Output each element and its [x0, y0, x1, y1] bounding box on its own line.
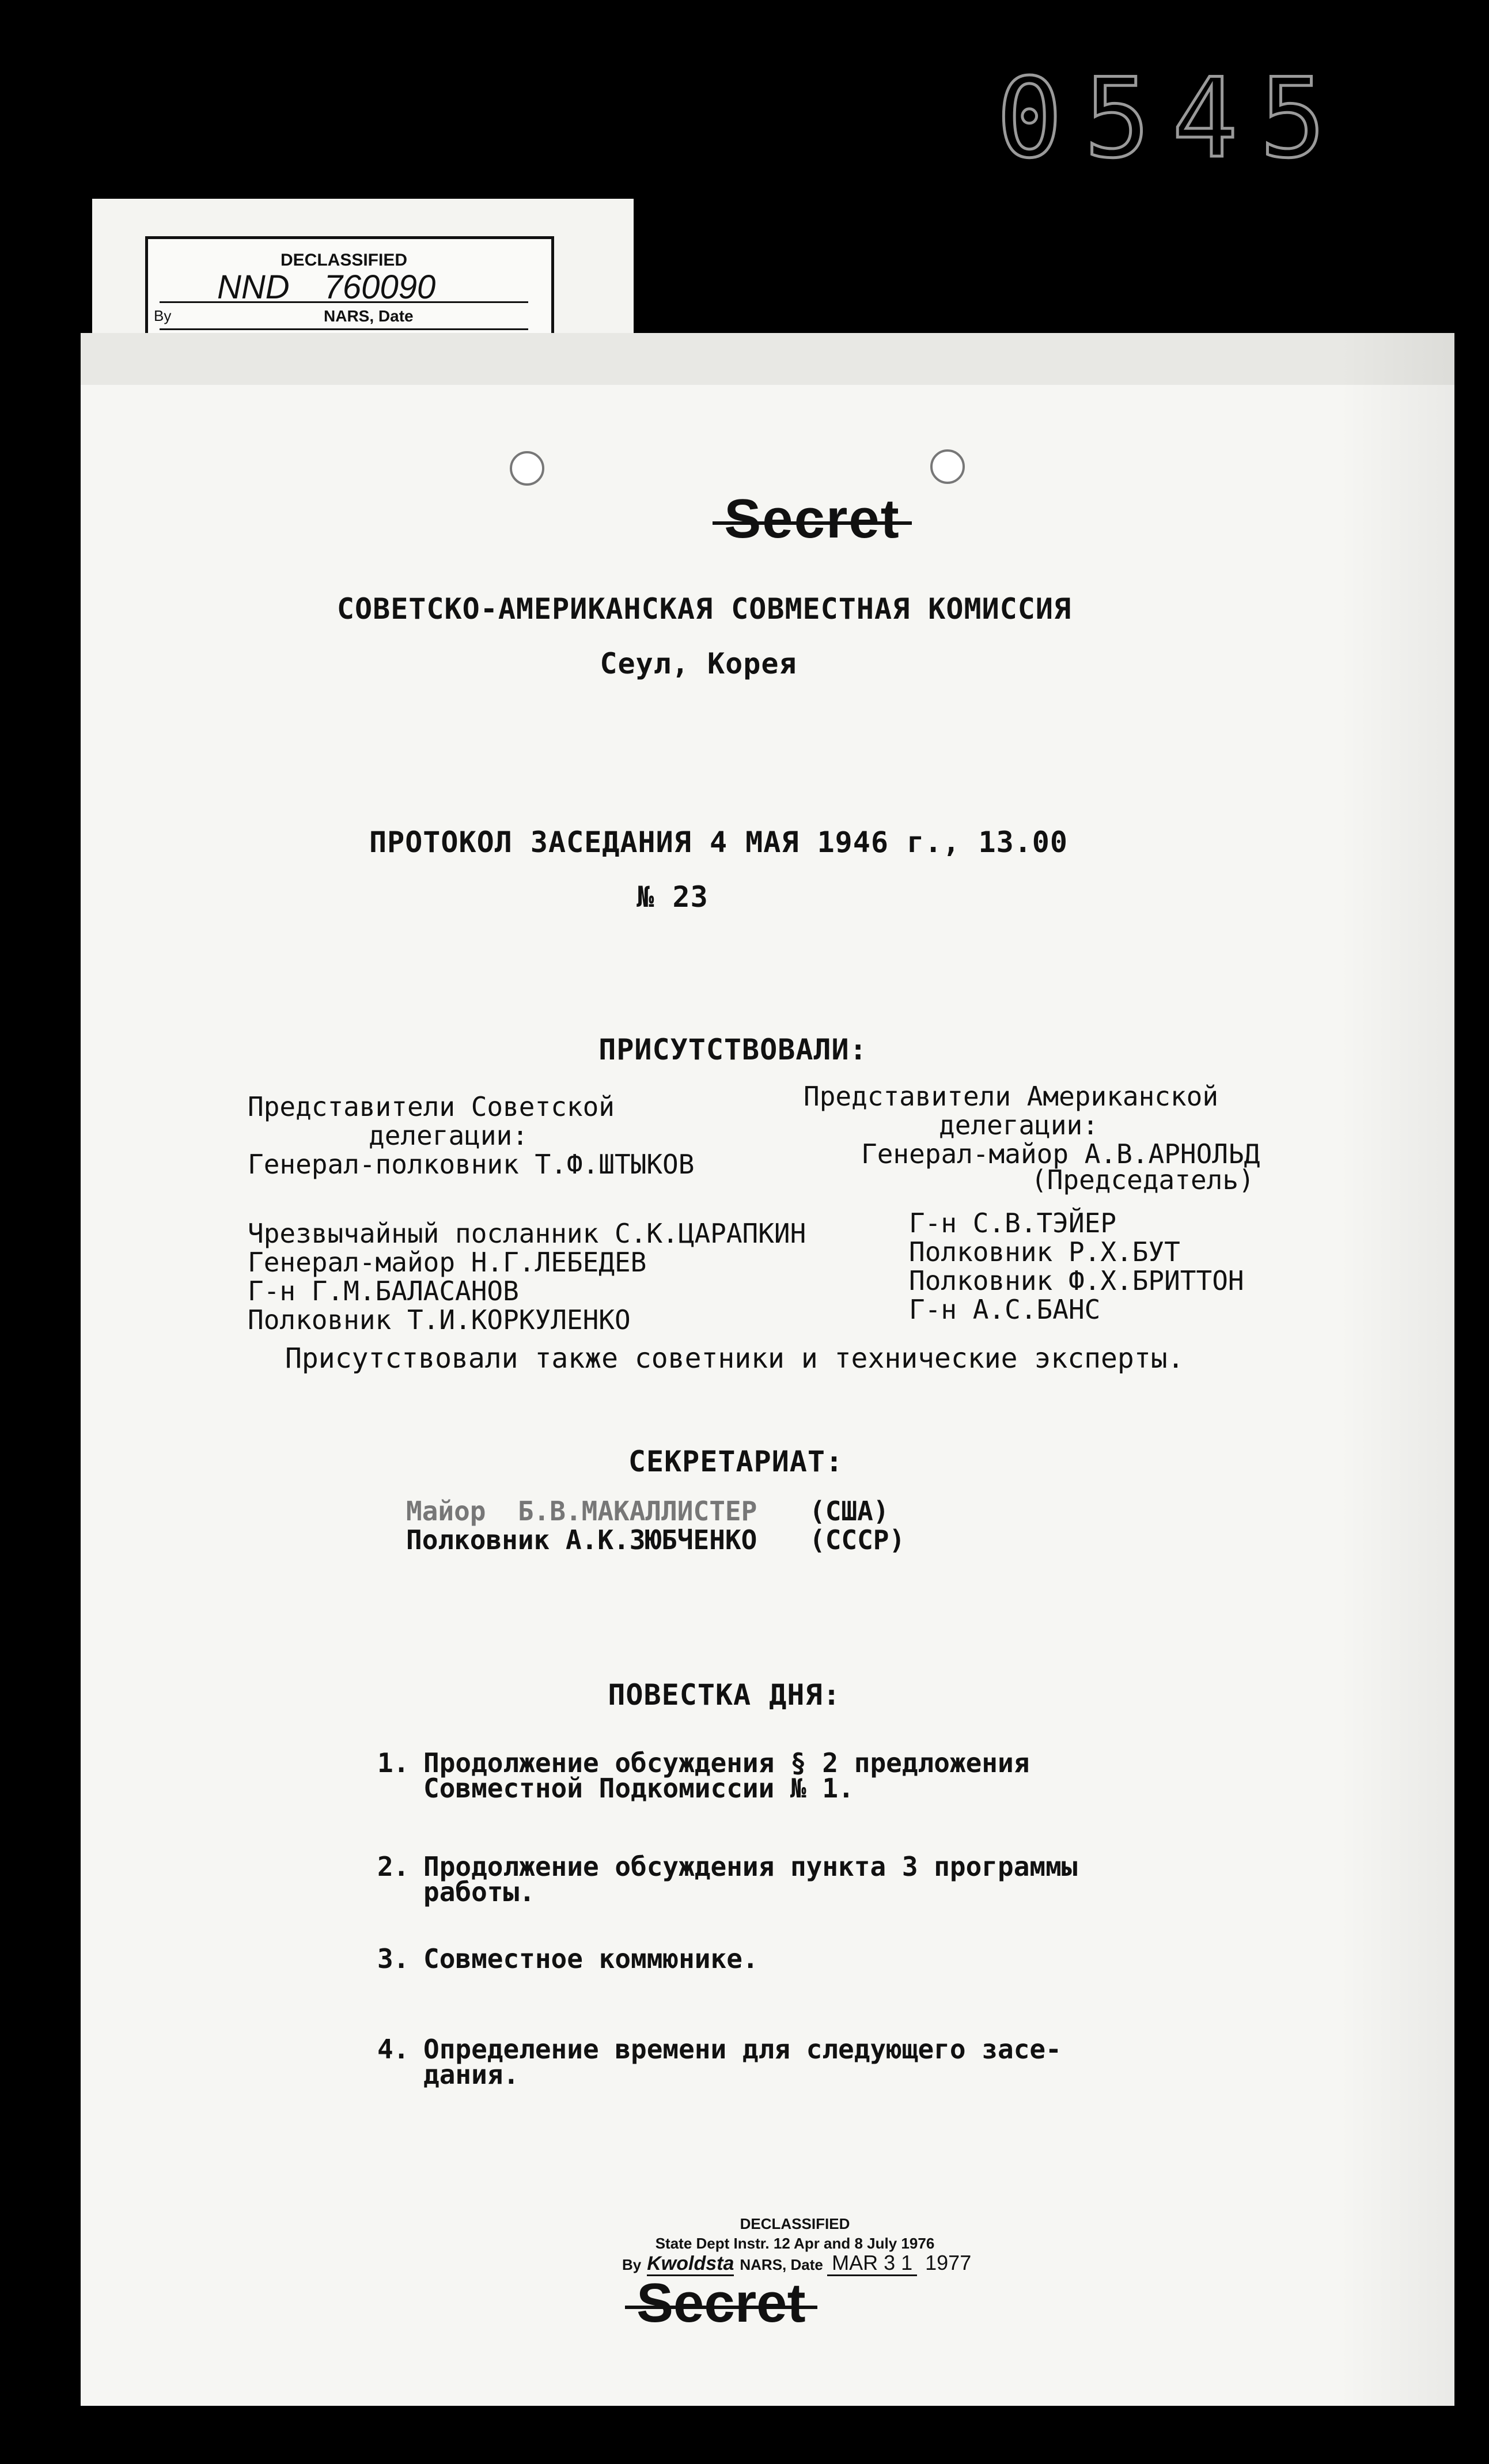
agenda-item-text-cont: работы.	[423, 1876, 535, 1907]
agenda-item-number: 2.	[377, 1851, 410, 1882]
protocol-title: ПРОТОКОЛ ЗАСЕДАНИЯ 4 МАЯ 1946 г., 13.00	[369, 826, 1068, 859]
present-heading: ПРИСУТСТВОВАЛИ:	[598, 1033, 867, 1066]
agenda-item	[377, 2034, 1062, 2090]
stamp-rule	[160, 328, 528, 330]
stamp-by-label: By	[622, 2256, 642, 2273]
list-item: Полковник Р.Х.БУТ	[909, 1236, 1180, 1267]
secretariat-name: Полковник А.К.ЗЮБЧЕНКО	[406, 1524, 757, 1555]
stamp-nars-label: NARS, Date	[324, 307, 414, 325]
punch-hole	[510, 451, 544, 486]
secret-mark-text: Secret	[636, 2272, 806, 2334]
agenda-item-number: 3.	[377, 1943, 410, 1974]
agenda-item-number: 1.	[377, 1747, 410, 1778]
agenda-item-text: Продолжение обсуждения § 2 предложения	[423, 1747, 1030, 1778]
stamp-by-label: By	[154, 307, 172, 324]
stamp-date: MAR 3 1	[827, 2251, 917, 2276]
declassified-stamp	[145, 236, 554, 343]
agenda-heading: ПОВЕСТКА ДНЯ:	[608, 1678, 841, 1712]
agenda-item-text-cont: дания.	[423, 2059, 520, 2090]
secret-mark-bottom	[636, 2272, 806, 2335]
american-delegation-heading-2: делегации:	[939, 1110, 1098, 1141]
agenda-item	[377, 1851, 1078, 1907]
list-item: Г-н А.С.БАНС	[909, 1294, 1101, 1325]
secretariat-member	[406, 1497, 889, 1526]
protocol-number: № 23	[636, 880, 708, 914]
agenda-item	[377, 1747, 1030, 1804]
american-members-list	[909, 1209, 1244, 1324]
stamp-heading: DECLASSIFIED	[740, 2215, 850, 2232]
page-shadow	[1339, 333, 1454, 2406]
american-head-note: (Председатель)	[1031, 1164, 1255, 1195]
also-present-note: Присутствовали также советники и технические эксперты.	[285, 1342, 1184, 1375]
agenda-item-text: Совместное коммюнике.	[423, 1943, 759, 1974]
commission-title: СОВЕТСКО-АМЕРИКАНСКАЯ СОВМЕСТНАЯ КОМИССИЯ	[336, 592, 1072, 626]
agenda-item-text-cont: Совместной Подкомиссии № 1.	[423, 1773, 854, 1804]
list-item: Полковник Т.И.КОРКУЛЕНКО	[248, 1304, 631, 1335]
document-page	[81, 333, 1454, 2406]
soviet-delegation-heading: Представители Советской	[248, 1091, 615, 1122]
list-item: Г-н Г.М.БАЛАСАНОВ	[248, 1275, 519, 1307]
stamp-signature: Kwoldsta	[647, 2253, 734, 2276]
page-top-edge	[81, 333, 1454, 385]
stamp-nnd-number: 760090	[324, 268, 436, 306]
stamp-rule	[160, 301, 528, 303]
soviet-head-member: Генерал-полковник Т.Ф.ШТЫКОВ	[248, 1149, 695, 1180]
stamp-instruction: State Dept Instr. 12 Apr and 8 July 1976	[655, 2235, 935, 2252]
stamp-year: 1977	[925, 2251, 972, 2274]
microfilm-frame-number: 0545	[997, 55, 1348, 182]
agenda-item-number: 4.	[377, 2034, 410, 2065]
secretariat-side: (США)	[809, 1496, 889, 1527]
agenda-item-text: Продолжение обсуждения пункта 3 программы	[423, 1851, 1078, 1882]
american-delegation-heading: Представители Американской	[804, 1081, 1219, 1112]
secretariat-side: (СССР)	[809, 1524, 905, 1555]
list-item: Полковник Ф.Х.БРИТТОН	[909, 1265, 1244, 1296]
secretariat-name: Майор Б.В.МАКАЛЛИСТЕР	[406, 1496, 757, 1527]
secret-mark-text: Secret	[724, 488, 900, 550]
list-item: Генерал-майор Н.Г.ЛЕБЕДЕВ	[248, 1247, 647, 1278]
soviet-delegation-heading-2: делегации:	[369, 1120, 528, 1151]
stamp-heading: DECLASSIFIED	[281, 251, 408, 270]
secretariat-member	[406, 1526, 905, 1554]
agenda-item-text: Определение времени для следующего засе-	[423, 2034, 1062, 2065]
punch-hole	[930, 449, 965, 484]
secretariat-heading: СЕКРЕТАРИАТ:	[628, 1445, 844, 1478]
stamp-nnd	[217, 268, 435, 306]
american-head-member: Генерал-майор А.В.АРНОЛЬД	[861, 1138, 1260, 1169]
list-item: Г-н С.В.ТЭЙЕР	[909, 1208, 1117, 1239]
secret-mark-top	[81, 487, 1489, 551]
location: Сеул, Корея	[600, 647, 797, 680]
stamp-nars-label: NARS, Date	[740, 2256, 823, 2273]
stamp-nnd-label: NND	[217, 268, 290, 306]
soviet-members-list	[248, 1219, 806, 1334]
declassification-tab	[92, 199, 634, 349]
declassified-stamp-bottom	[622, 2214, 1025, 2274]
agenda-item	[377, 1943, 759, 1974]
list-item: Чрезвычайный посланник С.К.ЦАРАПКИН	[248, 1218, 806, 1249]
